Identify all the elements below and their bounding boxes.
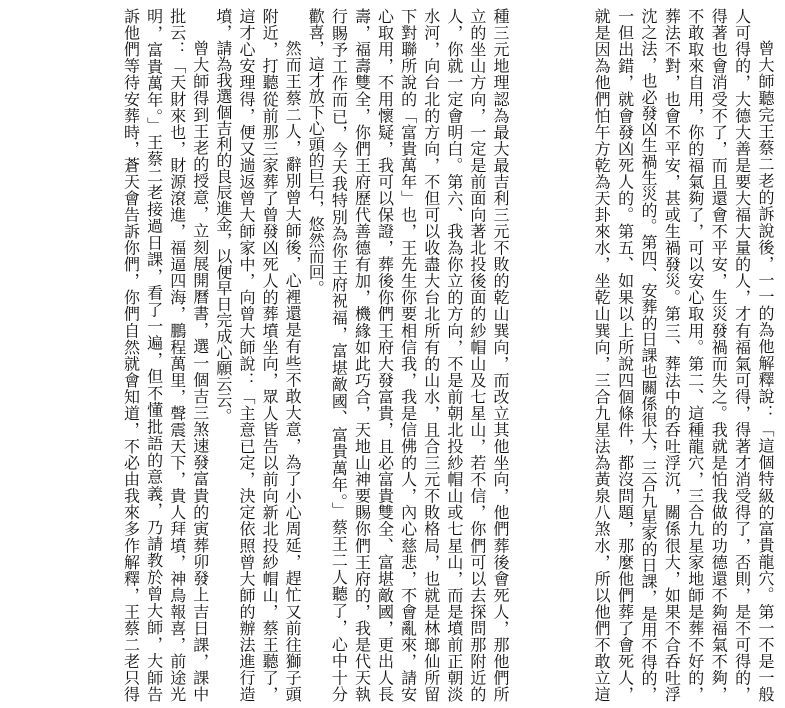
text-column: 批云：「天財來也，財源滾進，福逼四海，鵬程萬里，聲震天下，貴人拜墳，神鳥報喜，前途光 (167, 8, 187, 702)
text-column: 下對聯所說的「富貴萬年」也，王先生你要相信我，我是信佛的人，內心慈悲，不會亂來，請安 (398, 8, 418, 702)
text-column: 人可得的，大德大善是要大福大量的人，才有福氣可得，得著才消受得了，否則，是不可得的， (732, 8, 752, 702)
text-column: 得著也會消受不了，而且還會不平安，生災發禍而失之。我就是怕我做的功德還不夠福氣不夠， (709, 8, 729, 702)
text-column: 不敢取來自用，你的福氣夠了，可以安心取用。第二、這種龍穴，三合九星家地師是葬不好的， (685, 8, 705, 702)
text-column: 葬法不對，也會不平安，甚或生禍發災。第三、葬法中的呑吐浮沉，關係很大，如果不合呑吐浮 (662, 8, 682, 702)
text-column: 曾大師得到王老的授意，立刻展開曆書，選一個吉三煞速發富貴的寅葬卯發上吉日課，課中 (190, 40, 210, 702)
text-column: 人，你就一定會明白。第六、我為你立的方向，不是前朝北投紗帽山或七星山，而是墳前正朝淡 (444, 8, 464, 702)
text-column: 就是因為他們怕午方乾為天卦來水，坐乾山巽向，三合九星法為黃泉八煞水，所以他們不敢立這 (592, 8, 612, 702)
text-column: 一但出錯，就會發凶死人的。第五、如果以上所說四個條件，都沒問題，那麼他們葬了會死人， (615, 8, 635, 702)
text-column: 行賜予工作而已，今天我特別為你王府祝福，富堪敵國、富貴萬年。」蔡王二人聽了，心中十分 (329, 8, 349, 702)
text-column: 附近，打聽從前那三家葬了曾發凶死人的葬墳坐向，眾人皆告以前向新北投紗帽山，蔡王聽了， (260, 8, 280, 702)
text-column: 然而王蔡二人，辭別曾大師後，心裡還是有些不敢大意，為了小心周延，趕忙又前往獅子頭 (283, 40, 303, 702)
text-column: 訴他們等待安葬時，蒼天會告訴你們，你們自然就會知道，不必由我來多作解釋，王蔡二老只得 (121, 8, 141, 702)
text-column: 這才心安理得，便又遄返曾大師家中，向曾大師說：「主意已定，決定依照曾大師的辦法進行造 (236, 8, 256, 702)
text-column: 水河，向台北的方向，不但可以收盡大台北所有的山水，且合三元不敗格局，也就是林瑯仙所留 (421, 8, 441, 702)
text-column: 心取用，不用懷疑，我可以保證，葬後你們王府大發富貴，且必富貴雙全、富堪敵國，更出人長 (375, 8, 395, 702)
text-column: 明，富貴萬年。」王蔡二老接過日課，看了一遍，但不懂批語的意義，乃請教於曾大師，大師告 (144, 8, 164, 702)
text-column: 種三元地理認為最大最吉利三元不敗的乾山巽向，而改立其他坐向，他們葬後會死人，那他們所 (491, 8, 510, 702)
text-column: 墳，請為我選個吉利的良辰進金，以便早日完成心願云云。 (213, 8, 233, 424)
right-page (590, 8, 777, 702)
text-column: 曾大師聽完王蔡二老的訴說後，一一的為他解釋說：「這個特級的富貴龍穴。第一不是一般 (756, 40, 775, 702)
text-column: 歡喜，這才放下心頭的巨石，悠然而回。 (306, 8, 326, 296)
text-column: 立的坐山方向，一定是前面向著北投後面的紗帽山及七星山，若不信，你們可以去探問那附近的 (467, 8, 487, 702)
text-column: 沈之法，也必發凶生禍生災的。第四、安葬的日課也關係很大，三合九星家的日課，是用不得的， (638, 8, 658, 702)
text-column: 壽，福壽雙全，你們王府歷代善德有加，機緣如此巧合，天地山神要賜你們王府的，我是代天執 (352, 8, 372, 702)
left-page (119, 8, 512, 702)
